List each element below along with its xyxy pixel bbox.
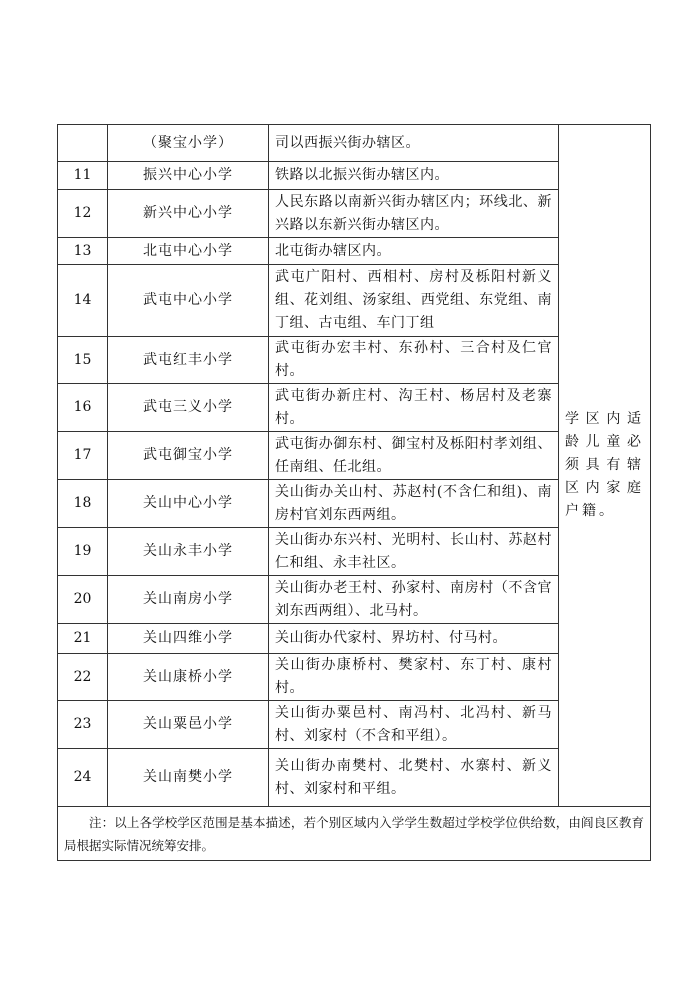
- row-number: 16: [58, 384, 108, 432]
- school-name: 关山南房小学: [108, 576, 269, 624]
- school-name: 关山中心小学: [108, 480, 269, 528]
- school-name: 关山康桥小学: [108, 654, 269, 701]
- row-number: 15: [58, 337, 108, 384]
- row-number: 14: [58, 265, 108, 337]
- school-name: 武屯红丰小学: [108, 337, 269, 384]
- district-range: 武屯街办御东村、御宝村及栎阳村孝刘组、任南组、任北组。: [269, 432, 559, 480]
- row-number: 13: [58, 238, 108, 265]
- district-range: 北屯街办辖区内。: [269, 238, 559, 265]
- district-range: 人民东路以南新兴街办辖区内；环线北、新兴路以东新兴街办辖区内。: [269, 190, 559, 238]
- row-number: 17: [58, 432, 108, 480]
- row-number: 18: [58, 480, 108, 528]
- district-range: 关山街办代家村、界坊村、付马村。: [269, 624, 559, 654]
- table-footnote: 注：以上各学校学区范围是基本描述，若个别区域内入学学生数超过学校学位供给数，由阎良区教育局根据实际情况统筹安排。: [58, 807, 651, 861]
- district-range: 铁路以北振兴街办辖区内。: [269, 162, 559, 190]
- district-range: 关山街办关山村、苏赵村(不含仁和组)、南房村官刘东西两组。: [269, 480, 559, 528]
- row-number: [58, 125, 108, 162]
- table-row: [58, 807, 651, 861]
- row-number: 12: [58, 190, 108, 238]
- district-range: 关山街办粟邑村、南冯村、北冯村、新马村、刘家村（不含和平组）。: [269, 701, 559, 749]
- district-range: 武屯街办宏丰村、东孙村、三合村及仁官村。: [269, 337, 559, 384]
- row-number: 19: [58, 528, 108, 576]
- school-name: 振兴中心小学: [108, 162, 269, 190]
- row-number: 24: [58, 749, 108, 807]
- school-name: 北屯中心小学: [108, 238, 269, 265]
- school-name: 武屯中心小学: [108, 265, 269, 337]
- district-range: 武屯街办新庄村、沟王村、杨居村及老寨村。: [269, 384, 559, 432]
- district-range: 关山街办东兴村、光明村、长山村、苏赵村仁和组、永丰社区。: [269, 528, 559, 576]
- school-name: 关山四维小学: [108, 624, 269, 654]
- school-name: 关山永丰小学: [108, 528, 269, 576]
- table-row: [58, 125, 651, 162]
- school-name: 武屯御宝小学: [108, 432, 269, 480]
- row-number: 20: [58, 576, 108, 624]
- requirement-note: 学区内适龄儿童必须具有辖区内家庭户籍。: [559, 125, 651, 807]
- district-range: 关山街办老王村、孙家村、南房村（不含官刘东西两组）、北马村。: [269, 576, 559, 624]
- district-range: 司以西振兴街办辖区。: [269, 125, 559, 162]
- school-name: 关山粟邑小学: [108, 701, 269, 749]
- row-number: 21: [58, 624, 108, 654]
- school-name: （聚宝小学）: [108, 125, 269, 162]
- school-name: 关山南樊小学: [108, 749, 269, 807]
- district-range: 武屯广阳村、西相村、房村及栎阳村新义组、花刘组、汤家组、西党组、东党组、南丁组、古屯组、车门丁组: [269, 265, 559, 337]
- row-number: 22: [58, 654, 108, 701]
- school-name: 武屯三义小学: [108, 384, 269, 432]
- school-district-table: [57, 124, 651, 861]
- district-range: 关山街办南樊村、北樊村、水寨村、新义村、刘家村和平组。: [269, 749, 559, 807]
- row-number: 23: [58, 701, 108, 749]
- district-range: 关山街办康桥村、樊家村、东丁村、康村村。: [269, 654, 559, 701]
- row-number: 11: [58, 162, 108, 190]
- school-name: 新兴中心小学: [108, 190, 269, 238]
